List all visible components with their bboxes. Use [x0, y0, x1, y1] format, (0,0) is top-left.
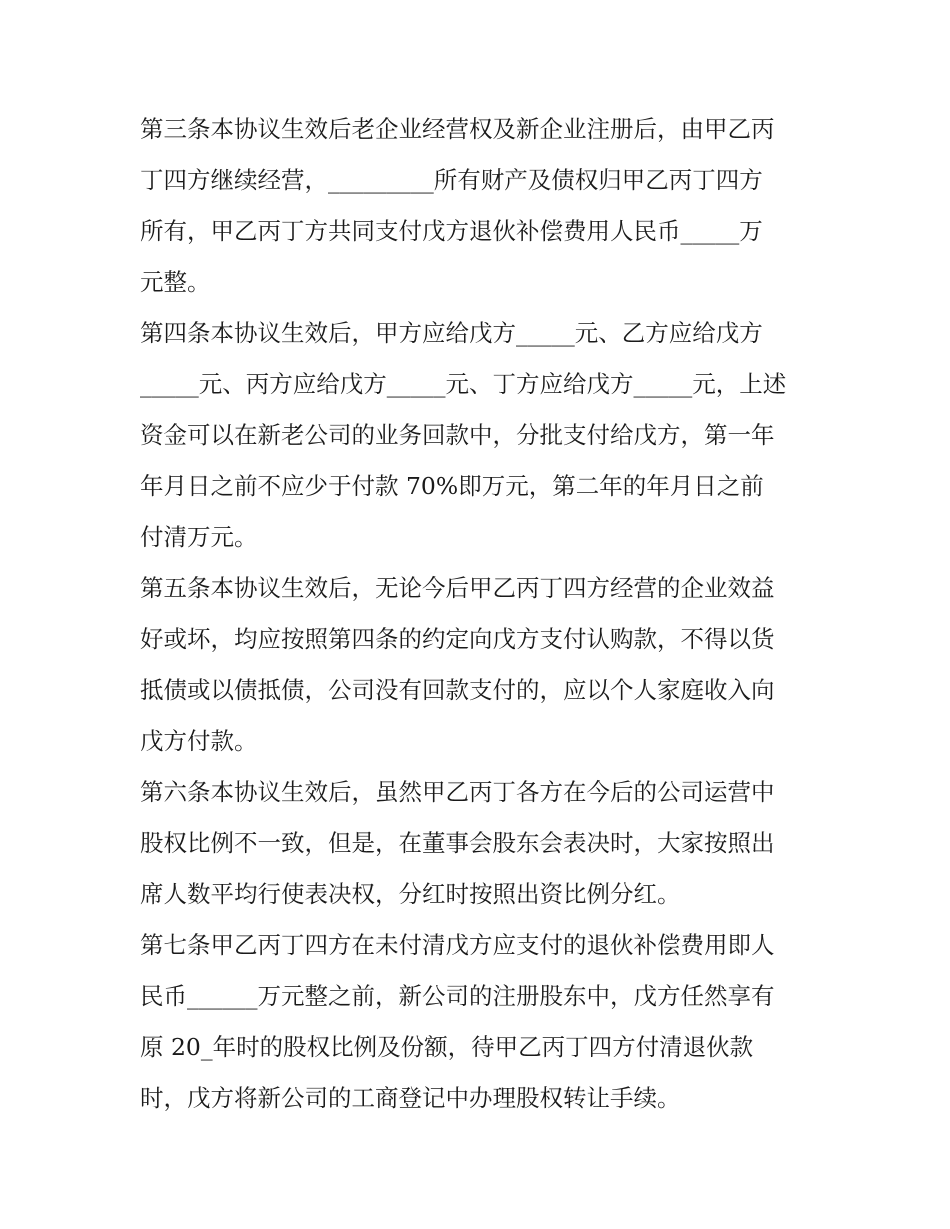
text-line: 股权比例不一致，但是，在董事会股东会表决时，大家按照出	[140, 829, 775, 857]
text-line: 丁四方继续经营，_________所有财产及债权归甲乙丙丁四方	[140, 166, 763, 194]
document-body	[140, 104, 820, 1124]
text-line: 付清万元。	[140, 523, 258, 551]
text-line: 第五条本协议生效后，无论今后甲乙丙丁四方经营的企业效益	[140, 574, 775, 602]
text-line: 元整。	[140, 268, 211, 296]
text-line: _____元、丙方应给戊方_____元、丁方应给戊方_____元，上述	[140, 370, 787, 398]
text-line: 第三条本协议生效后老企业经营权及新企业注册后，由甲乙丙	[140, 115, 775, 143]
text-line: 第四条本协议生效后，甲方应给戊方_____元、乙方应给戊方	[140, 319, 763, 347]
text-line: 时，戊方将新公司的工商登记中办理股权转让手续。	[140, 1084, 681, 1112]
text-line: 年月日之前不应少于付款 70%即万元，第二年的年月日之前	[140, 472, 764, 500]
article-6-paragraph	[140, 767, 820, 920]
text-line: 第六条本协议生效后，虽然甲乙丙丁各方在今后的公司运营中	[140, 778, 775, 806]
text-line: 席人数平均行使表决权，分红时按照出资比例分红。	[140, 880, 681, 908]
article-5-paragraph	[140, 563, 820, 767]
text-line: 戊方付款。	[140, 727, 258, 755]
article-7-paragraph	[140, 920, 820, 1124]
text-line: 好或坏，均应按照第四条的约定向戊方支付认购款，不得以货	[140, 625, 775, 653]
text-line: 抵债或以债抵债，公司没有回款支付的，应以个人家庭收入向	[140, 676, 775, 704]
article-4-paragraph	[140, 308, 820, 563]
text-line: 原 20_年时的股权比例及份额，待甲乙丙丁四方付清退伙款	[140, 1033, 754, 1061]
text-line: 第七条甲乙丙丁四方在未付清戊方应支付的退伙补偿费用即人	[140, 931, 775, 959]
text-line: 民币______万元整之前，新公司的注册股东中，戊方任然享有	[140, 982, 775, 1010]
text-line: 资金可以在新老公司的业务回款中，分批支付给戊方，第一年	[140, 421, 775, 449]
text-line: 所有，甲乙丙丁方共同支付戊方退伙补偿费用人民币_____万	[140, 217, 763, 245]
article-3-paragraph	[140, 104, 820, 308]
